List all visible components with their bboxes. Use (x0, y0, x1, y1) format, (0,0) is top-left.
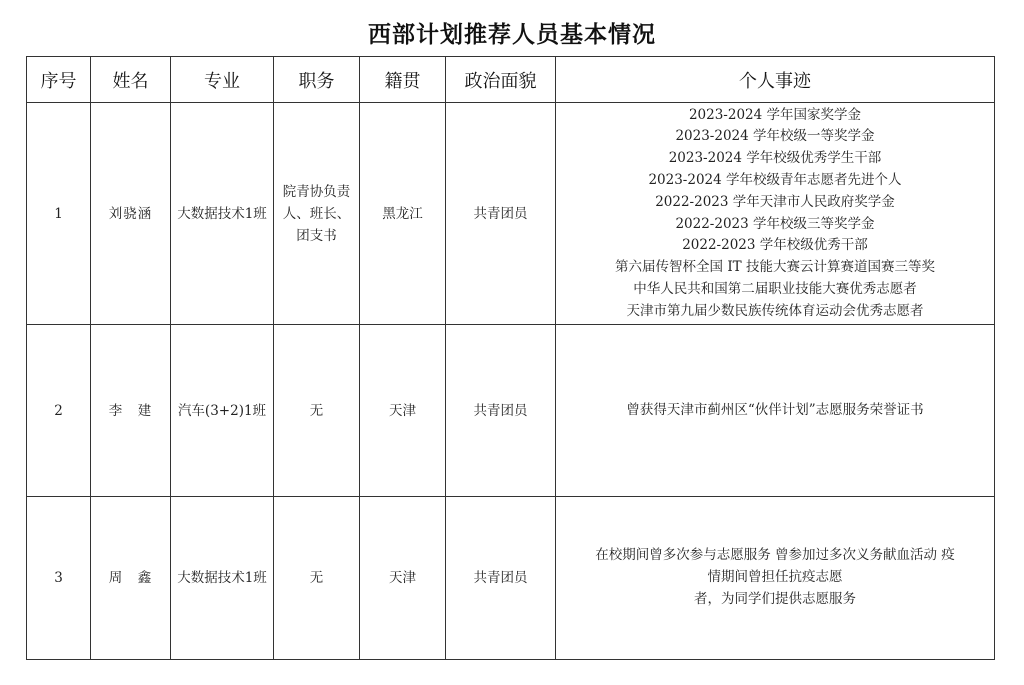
cell-major: 大数据技术1班 (171, 103, 274, 325)
deed-line: 2022-2023 学年校级三等奖学金 (675, 215, 875, 232)
deed-line: 中华人民共和国第二届职业技能大赛优秀志愿者 (633, 280, 917, 297)
cell-political-status: 共青团员 (446, 325, 556, 497)
header-hometown: 籍贯 (360, 57, 446, 103)
deed-line: 在校期间曾多次参与志愿服务 曾参加过多次义务献血活动 疫 (595, 547, 955, 564)
deed-line: 曾获得天津市蓟州区“伙伴计划”志愿服务荣誉证书 (626, 401, 924, 418)
header-position: 职务 (274, 57, 360, 103)
cell-personal-deeds (556, 325, 995, 497)
cell-personal-deeds (556, 103, 995, 325)
header-major: 专业 (171, 57, 274, 103)
table-row (27, 103, 995, 325)
deed-line: 2023-2024 学年校级青年志愿者先进个人 (648, 171, 902, 188)
cell-position: 无 (274, 325, 360, 497)
cell-major: 大数据技术1班 (171, 497, 274, 660)
cell-index: 1 (27, 103, 91, 325)
table-row (27, 325, 995, 497)
cell-major: 汽车(3+2)1班 (171, 325, 274, 497)
deed-line: 2022-2023 学年天津市人民政府奖学金 (655, 193, 895, 210)
cell-index: 3 (27, 497, 91, 660)
table-row (27, 497, 995, 660)
cell-name: 刘骁涵 (91, 103, 171, 325)
cell-political-status: 共青团员 (446, 497, 556, 660)
deed-line: 情期间曾担任抗疫志愿 (707, 569, 843, 586)
deed-line: 第六届传智杯全国 IT 技能大赛云计算赛道国赛三等奖 (615, 259, 935, 276)
cell-political-status: 共青团员 (446, 103, 556, 325)
header-name: 姓名 (91, 57, 171, 103)
cell-hometown: 黑龙江 (360, 103, 446, 325)
cell-index: 2 (27, 325, 91, 497)
cell-name: 周 鑫 (91, 497, 171, 660)
table-header-row (27, 57, 995, 103)
cell-position: 院青协负责人、班长、团支书 (274, 103, 360, 325)
deed-line: 者，为同学们提供志愿服务 (694, 590, 856, 607)
deed-line: 2023-2024 学年国家奖学金 (688, 106, 862, 123)
header-political-status: 政治面貌 (446, 57, 556, 103)
header-index: 序号 (27, 57, 91, 103)
deed-line: 2022-2023 学年校级优秀干部 (682, 237, 868, 254)
deed-line: 2023-2024 学年校级优秀学生干部 (668, 150, 882, 167)
candidate-table (26, 56, 995, 660)
deed-line: 天津市第九届少数民族传统体育运动会优秀志愿者 (626, 302, 924, 319)
document-title: 西部计划推荐人员基本情况 (368, 22, 656, 48)
cell-personal-deeds (556, 497, 995, 660)
cell-name: 李 建 (91, 325, 171, 497)
cell-hometown: 天津 (360, 325, 446, 497)
deed-line: 2023-2024 学年校级一等奖学金 (675, 128, 875, 145)
cell-position: 无 (274, 497, 360, 660)
header-personal-deeds: 个人事迹 (556, 57, 995, 103)
cell-hometown: 天津 (360, 497, 446, 660)
